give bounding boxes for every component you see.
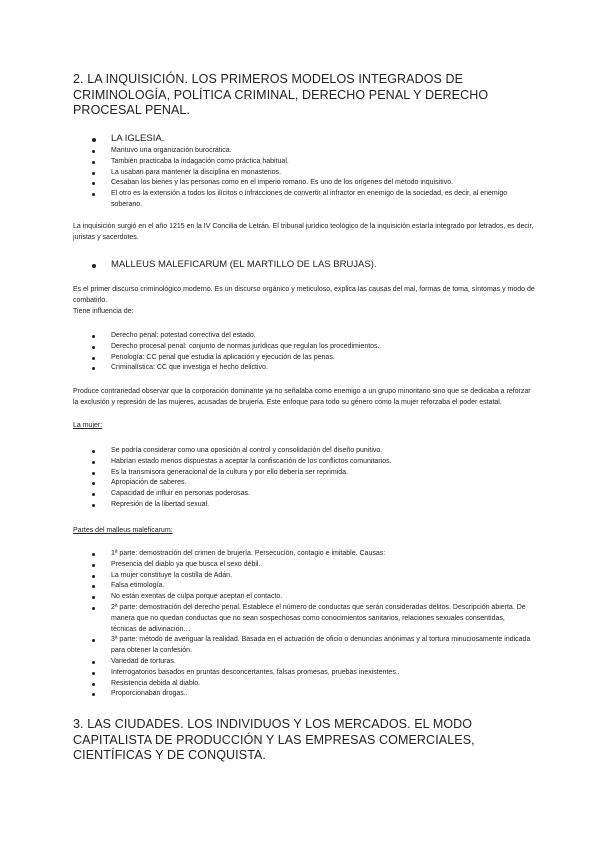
list-item-text: 2ª parte: demostración del derecho penal. Establece el número de conductas que serán consideradas delitos. Descripción abierta. De manera que no quedan conductas que no sean sospechosas como conocimientos sanitarios, relaciones sexuales consentidas, técnicas de adivinación… (111, 603, 526, 633)
bullet-icon (92, 575, 95, 578)
list-item-text: También practicaba la indagación como práctica habitual. (111, 157, 289, 165)
bullet-icon (92, 461, 95, 464)
list-partes (92, 549, 532, 700)
list-item (92, 446, 532, 457)
list-item (92, 592, 532, 603)
bullet-icon (92, 564, 95, 567)
list-item (92, 342, 532, 353)
bullet-icon (92, 693, 95, 696)
bullet-icon (92, 596, 95, 599)
list-item (92, 178, 532, 189)
bullet-icon (92, 661, 95, 664)
list-item-text: La usaban para mantener la disciplina en monasterios. (111, 168, 282, 176)
list-item (92, 571, 532, 582)
list-item-text: Criminalística: CC que investiga el hecho delictivo. (111, 364, 268, 372)
bullet-icon (92, 138, 96, 142)
bullet-icon (92, 493, 95, 496)
bullet-icon (92, 150, 95, 153)
section-title-text: LA IGLESIA. (111, 133, 165, 144)
bullet-icon (92, 472, 95, 475)
list-item-text: 3ª parte: método de averiguar la realidad. Basada en el actuación de oficio o denuncias anónimas y al tortura minuciosamente indicada para obtener la confesión. (111, 636, 531, 655)
list-item (92, 657, 532, 668)
bullet-icon (92, 346, 95, 349)
bullet-icon (92, 161, 95, 164)
list-item-text: Proporcionaban drogas.. (111, 690, 188, 698)
list-item (92, 168, 532, 179)
list-item-text: Represión de la libertad sexual. (111, 500, 210, 508)
list-item (92, 468, 532, 479)
list-item (92, 635, 532, 657)
list-item-text: El otro es la extensión a todos los ilícitos o infracciones de convertir al infractor en enemigo de la sociedad, es decir, al enemigo soberano. (111, 190, 508, 208)
list-item-text: Derecho procesal penal: conjunto de normas jurídicas que regulan los procedimientos. (111, 342, 380, 350)
partes-label: Partes del malleus maleficarum: (73, 527, 173, 534)
list-item-text: Penología: CC penal que estudia la aplicación y ejecución de las penas. (111, 353, 335, 361)
bullet-icon (92, 585, 95, 588)
list-item (92, 331, 532, 342)
list-item (92, 353, 532, 364)
list-item (92, 668, 532, 679)
paragraph-inquisicion: La inquisición surgió en el año 1215 en la IV Concilia de Letrán. El tribunal jurídico teológico de la inquisición estaría integrado por letrados, es decir, juristas y sacerdotes. (73, 223, 534, 241)
mujer-label: La mujer: (73, 422, 103, 429)
list-item (92, 363, 532, 374)
influence-label: Tiene influencia de: (73, 308, 134, 315)
list-item (92, 560, 532, 571)
list-item-text: Es la transmisora generacional de la cultura y por ello debería ser reprimida. (111, 468, 348, 476)
list-item-text: Interrogatorios basados en pruntas desconcertantes, falsas promesas, pruebas inexistentes.. (111, 668, 400, 676)
list-item-text: No están exentas de culpa porque aceptan el contacto. (111, 593, 283, 601)
list-item (92, 689, 532, 700)
list-item (92, 500, 532, 511)
list-item (92, 478, 532, 489)
bullet-icon (92, 482, 95, 485)
list-influence (92, 331, 532, 374)
list-item-text: Mantuvo una organización burocrática. (111, 147, 232, 154)
list-item-text: Presencia del diablo ya que busca el sexo débil. (111, 560, 261, 568)
list-item (92, 549, 532, 560)
list-item-text: Derecho penal: potestad correctiva del estado. (111, 332, 256, 339)
bullet-icon (92, 182, 95, 185)
bullet-icon (92, 367, 95, 370)
list-item (92, 581, 532, 592)
bullet-icon (92, 264, 96, 268)
bullet-icon (92, 504, 95, 507)
list-item (92, 603, 532, 635)
list-item (92, 189, 532, 211)
bullet-icon (92, 553, 95, 556)
bullet-icon (92, 607, 95, 610)
section-title-text: MALLEUS MALEFICARUM (EL MARTILLO DE LAS BRUJAS). (111, 259, 377, 270)
heading-inquisicion: 2. LA INQUISICIÓN. LOS PRIMEROS MODELOS INTEGRADOS DE CRIMINOLOGÍA, POLÍTICA CRIMINAL, DERECHO PENAL Y DERECHO PROCESAL PENAL. (73, 72, 489, 117)
list-iglesia (92, 146, 532, 211)
heading-ciudades: 3. LAS CIUDADES. LOS INDIVIDUOS Y LOS MERCADOS. EL MODO CAPITALISTA DE PRODUCCIÓN Y LAS EMPRESAS COMERCIALES, CIENTÍFICAS Y DE CONQUISTA. (73, 717, 475, 762)
list-item-text: Variedad de torturas. (111, 657, 176, 665)
bullet-icon (92, 450, 95, 453)
bullet-icon (92, 672, 95, 675)
list-item-text: Cesaban los bienes y las personas como en el imperio romano. Es uno de los orígenes del método inquisitivo. (111, 179, 454, 187)
list-item (92, 489, 532, 500)
list-item-text: La mujer constituye la costilla de Adán. (111, 571, 233, 579)
bullet-icon (92, 335, 95, 338)
list-item-text: Falsa etimología. (111, 582, 165, 590)
bullet-icon (92, 193, 95, 196)
bullet-icon (92, 683, 95, 686)
paragraph-malleus: Es el primer discurso criminológico moderno. Es un discurso orgánico y meticuloso, explica las causas del mal, formas de toma, síntomas y modo de combatirlo. (73, 286, 535, 304)
list-item (92, 679, 532, 690)
list-item (92, 157, 532, 168)
bullet-icon (92, 357, 95, 360)
list-item-text: Se podría considerar como una oposición al control y consolidación del diseño punitivo. (111, 447, 383, 454)
list-item-text: Habrían estado menos dispuestas a aceptar la confiscación de los conflictos comunitarios. (111, 457, 392, 465)
list-item-text: 1ª parte: demostración del crimen de brujería. Persecución, contagio e imitable. Causas: (111, 550, 386, 557)
bullet-icon (92, 172, 95, 175)
list-item-text: Apropiación de saberes. (111, 479, 187, 487)
list-mujer (92, 446, 532, 511)
bullet-icon (92, 639, 95, 642)
list-item (92, 457, 532, 468)
list-item-text: Resistencia debida al diablo. (111, 679, 201, 687)
list-item-text: Capacidad de influir en personas poderosas. (111, 490, 250, 498)
paragraph-contradiction: Produce contrariedad observar que la corporación dominante ya no señalaba como enemigo a un grupo minoritario sino que se dedicaba a reforzar la exclusión y represión de las mujeres, acusadas de brujería. Este enfoque para todo su género como la mujer reforzaba el poder estatal. (73, 388, 531, 406)
list-item (92, 146, 532, 157)
